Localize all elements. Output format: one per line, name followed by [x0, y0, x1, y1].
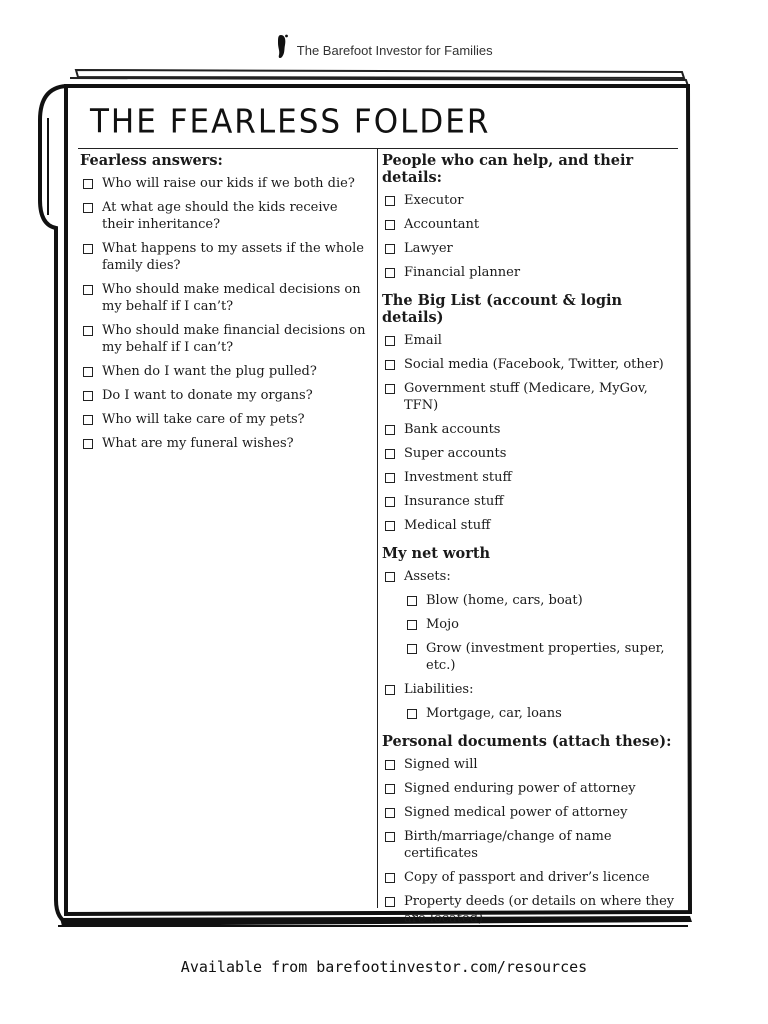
- checklist-item: Signed enduring power of attorney: [382, 780, 678, 797]
- checkbox-icon[interactable]: [385, 784, 395, 794]
- checklist-item: Super accounts: [382, 445, 678, 462]
- checklist-item: Executor: [382, 192, 678, 209]
- checklist-item: Email: [382, 332, 678, 349]
- page-title: THE FEARLESS FOLDER: [90, 103, 491, 141]
- checklist-item: What happens to my assets if the whole family dies?: [80, 240, 370, 274]
- fearless-answers-heading: Fearless answers:: [80, 152, 223, 169]
- checkbox-icon[interactable]: [385, 425, 395, 435]
- checkbox-icon[interactable]: [385, 196, 395, 206]
- checklist-item: Medical stuff: [382, 517, 678, 534]
- column-divider: [377, 148, 378, 908]
- people-heading: People who can help, and their details:: [382, 152, 634, 186]
- checklist-item: Signed medical power of attorney: [382, 804, 678, 821]
- checklist-subitem: Blow (home, cars, boat): [404, 592, 678, 609]
- documents-heading: Personal documents (attach these):: [382, 733, 672, 750]
- checklist-item: Investment stuff: [382, 469, 678, 486]
- checklist-item: When do I want the plug pulled?: [80, 363, 370, 380]
- checklist-item: Who will raise our kids if we both die?: [80, 175, 370, 192]
- checkbox-icon[interactable]: [385, 244, 395, 254]
- net-worth-list: [382, 568, 678, 722]
- checkbox-icon[interactable]: [83, 391, 93, 401]
- checkbox-icon[interactable]: [385, 220, 395, 230]
- checklist-item: Copy of passport and driver’s licence: [382, 869, 678, 886]
- big-list: [382, 332, 678, 534]
- checkbox-icon[interactable]: [385, 497, 395, 507]
- checkbox-icon[interactable]: [407, 620, 417, 630]
- checklist-subitem: Mojo: [404, 616, 678, 633]
- checkbox-icon[interactable]: [83, 244, 93, 254]
- checkbox-icon[interactable]: [385, 873, 395, 883]
- checklist-subitem: Grow (investment properties, super, etc.): [404, 640, 678, 674]
- checklist-item: At what age should the kids receive their inheritance?: [80, 199, 370, 233]
- checklist-item: Lawyer: [382, 240, 678, 257]
- people-list: [382, 192, 678, 281]
- checklist-item: Insurance stuff: [382, 493, 678, 510]
- checkbox-icon[interactable]: [407, 596, 417, 606]
- checklist-item: Bank accounts: [382, 421, 678, 438]
- checkbox-icon[interactable]: [385, 384, 395, 394]
- checkbox-icon[interactable]: [407, 644, 417, 654]
- checkbox-icon[interactable]: [385, 685, 395, 695]
- checklist-item: Who will take care of my pets?: [80, 411, 370, 428]
- checklist-item: Signed will: [382, 756, 678, 773]
- checkbox-icon[interactable]: [83, 439, 93, 449]
- checklist-item: Who should make financial decisions on my behalf if I can’t?: [80, 322, 370, 356]
- checkbox-icon[interactable]: [83, 326, 93, 336]
- checklist-item-assets: Assets:: [382, 568, 678, 585]
- checklist-item: Who should make medical decisions on my behalf if I can’t?: [80, 281, 370, 315]
- checklist-item: Birth/marriage/change of name certificates: [382, 828, 678, 862]
- checkbox-icon[interactable]: [385, 832, 395, 842]
- checklist-item: Property deeds (or details on where they are located): [382, 893, 678, 927]
- checklist-item: What are my funeral wishes?: [80, 435, 370, 452]
- checklist-subitem: Mortgage, car, loans: [404, 705, 678, 722]
- checkbox-icon[interactable]: [83, 203, 93, 213]
- checkbox-icon[interactable]: [83, 285, 93, 295]
- checkbox-icon[interactable]: [385, 336, 395, 346]
- left-column: [80, 148, 370, 459]
- checklist-item: Government stuff (Medicare, MyGov, TFN): [382, 380, 678, 414]
- big-list-heading: The Big List (account & login details): [382, 292, 623, 326]
- checkbox-icon[interactable]: [407, 709, 417, 719]
- right-column: [382, 148, 678, 934]
- fearless-answers-list: [80, 175, 370, 452]
- checkbox-icon[interactable]: [83, 415, 93, 425]
- checkbox-icon[interactable]: [385, 449, 395, 459]
- checklist-item: Accountant: [382, 216, 678, 233]
- checklist-item: Social media (Facebook, Twitter, other): [382, 356, 678, 373]
- checklist-item: Financial planner: [382, 264, 678, 281]
- checklist-item: Do I want to donate my organs?: [80, 387, 370, 404]
- checkbox-icon[interactable]: [385, 521, 395, 531]
- documents-list: [382, 756, 678, 927]
- checkbox-icon[interactable]: [385, 808, 395, 818]
- brand-text: The Barefoot Investor for Families: [296, 43, 493, 58]
- checkbox-icon[interactable]: [83, 367, 93, 377]
- net-worth-heading: My net worth: [382, 545, 491, 562]
- checkbox-icon[interactable]: [385, 473, 395, 483]
- checkbox-icon[interactable]: [83, 179, 93, 189]
- checklist-item-liabilities: Liabilities:: [382, 681, 678, 698]
- checkbox-icon[interactable]: [385, 897, 395, 907]
- checkbox-icon[interactable]: [385, 360, 395, 370]
- checkbox-icon[interactable]: [385, 760, 395, 770]
- checkbox-icon[interactable]: [385, 572, 395, 582]
- footer-availability: Available from barefootinvestor.com/resources: [180, 958, 588, 976]
- checkbox-icon[interactable]: [385, 268, 395, 278]
